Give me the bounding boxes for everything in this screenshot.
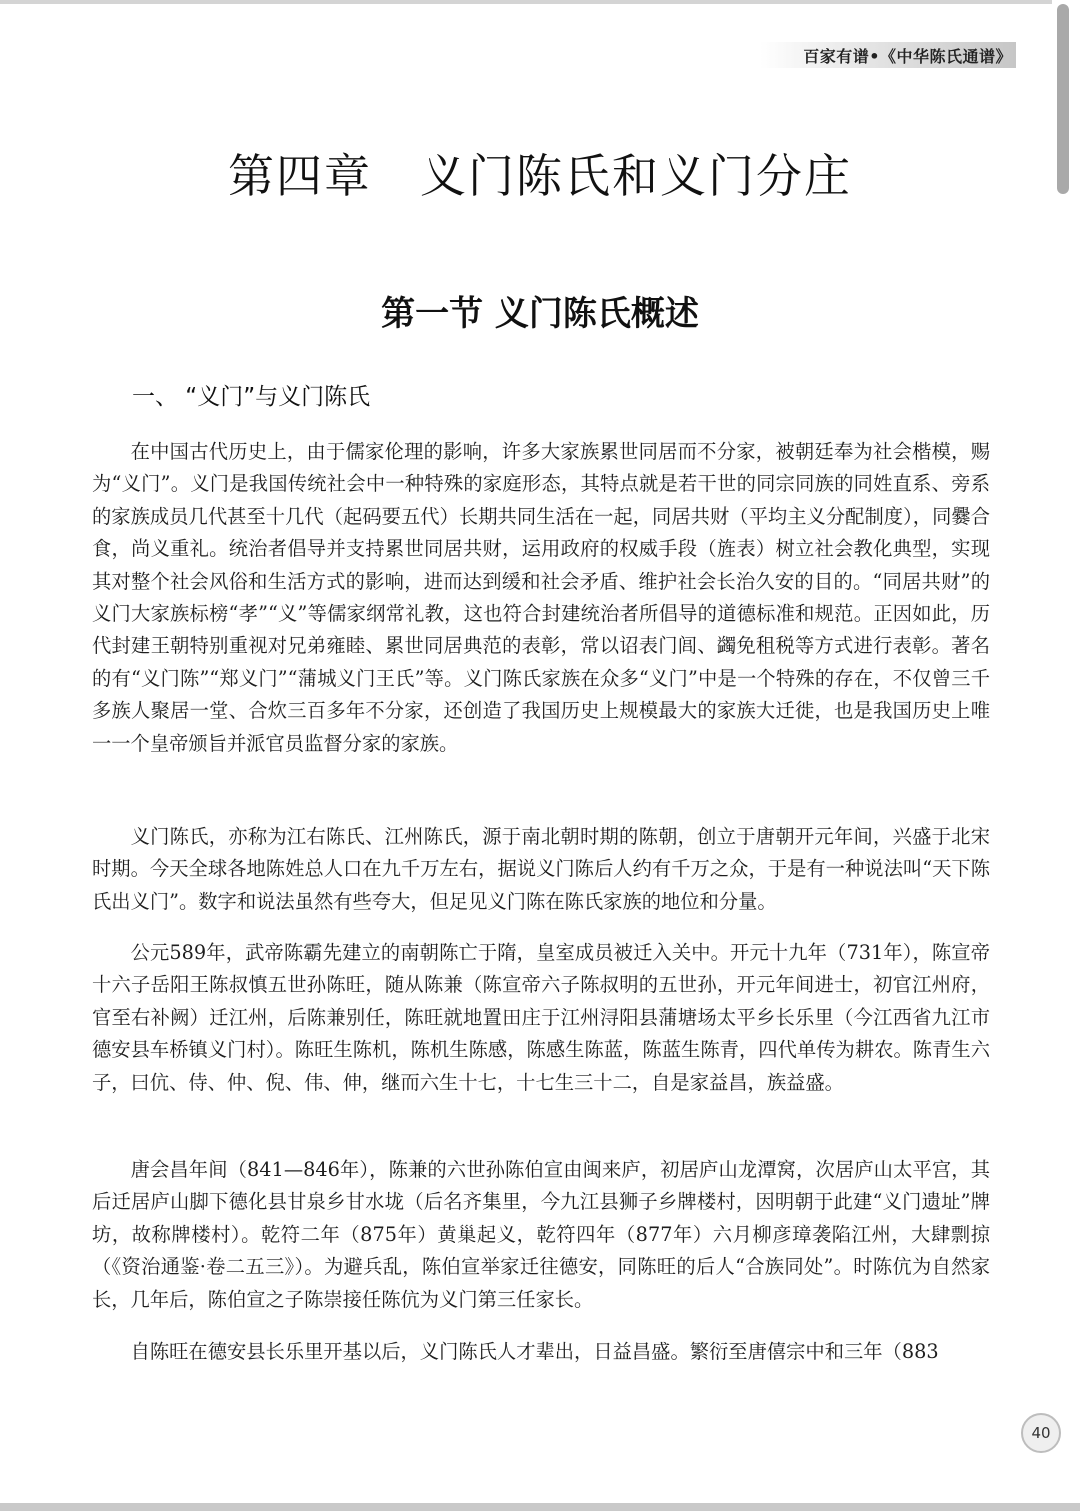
paragraph: 自陈旺在德安县长乐里开基以后，义门陈氏人才辈出，日益昌盛。繁衍至唐僖宗中和三年（883 [130, 1340, 939, 1363]
paragraph: 唐会昌年间（841—846年），陈兼的六世孙陈伯宣由闽来庐，初居庐山龙潭窝，次居庐山太平宫，其后迁居庐山脚下德化县甘泉乡甘水垅（后名齐集里，今九江县狮子乡牌楼村，因明朝于此建“义门遗址”牌坊，故称牌楼村）。乾符二年（875年）黄巢起义，乾符四年（877年）六月柳彦璋袭陷江州，大肆剽掠（《资治通鉴·卷二五三》）。为避兵乱，陈伯宣举家迁往德安，同陈旺的后人“合族同处”。时陈伉为自然家长，几年后，陈伯宣之子陈崇接任陈伉为义门第三任家长。 [92, 1158, 990, 1311]
section-title: 第一节 义门陈氏概述 [381, 294, 699, 334]
paragraph: 义门陈氏，亦称为江右陈氏、江州陈氏，源于南北朝时期的陈朝，创立于唐朝开元年间，兴盛于北宋时期。今天全球各地陈姓总人口在九千万左右，据说义门陈后人约有千万之众，于是有一种说法叫“天下陈氏出义门”。数字和说法虽然有些夸大，但足见义门陈在陈氏家族的地位和分量。 [92, 825, 990, 913]
paragraph: 公元589年，武帝陈霸先建立的南朝陈亡于隋，皇室成员被迁入关中。开元十九年（731年），陈宣帝十六子岳阳王陈叔慎五世孙陈旺，随从陈兼（陈宣帝六子陈叔明的五世孙，开元年间进士，初官江州府，官至右补阙）迁江州，后陈兼别任，陈旺就地置田庄于江州浔阳县蒲塘场太平乡长乐里（今江西省九江市德安县车桥镇义门村）。陈旺生陈机，陈机生陈感，陈感生陈蓝，陈蓝生陈青，四代单传为耕农。陈青生六子，曰伉、侍、仲、倪、伟、伸，继而六生十七，十七生三十二，自是家益昌，族益盛。 [92, 941, 990, 1094]
running-head: 百家有谱•《中华陈氏通谱》 [760, 42, 1016, 68]
chapter-title: 第四章 义门陈氏和义门分庄 [228, 149, 852, 203]
top-border [0, 0, 1080, 4]
scrollbar-track[interactable] [1052, 0, 1080, 1511]
paragraph: 在中国古代历史上，由于儒家伦理的影响，许多大家族累世同居而不分家，被朝廷奉为社会楷模，赐为“义门”。义门是我国传统社会中一种特殊的家庭形态，其特点就是若干世的同宗同族的同姓直系、旁系的家族成员几代甚至十几代（起码要五代）长期共同生活在一起，同居共财（平均主义分配制度），同爨合食，尚义重礼。统治者倡导并支持累世同居共财，运用政府的权威手段（旌表）树立社会教化典型，实现其对整个社会风俗和生活方式的影响，进而达到缓和社会矛盾、维护社会长治久安的目的。“同居共财”的义门大家族标榜“孝”“义”等儒家纲常礼教，这也符合封建统治者所倡导的道德标准和规范。正因如此，历代封建王朝特别重视对兄弟雍睦、累世同居典范的表彰，常以诏表门闾、蠲免租税等方式进行表彰。著名的有“义门陈”“郑义门”“蒲城义门王氏”等。义门陈氏家族在众多“义门”中是一个特殊的存在，不仅曾三千多族人聚居一堂、合炊三百多年不分家，还创造了我国历史上规模最大的家族大迁徙，也是我国历史上唯一一个皇帝颁旨并派官员监督分家的家族。 [92, 440, 990, 755]
subsection-title: 一、 “义门”与义门陈氏 [132, 384, 371, 410]
page-number: 40 [1021, 1413, 1061, 1453]
bottom-border [0, 1503, 1080, 1511]
